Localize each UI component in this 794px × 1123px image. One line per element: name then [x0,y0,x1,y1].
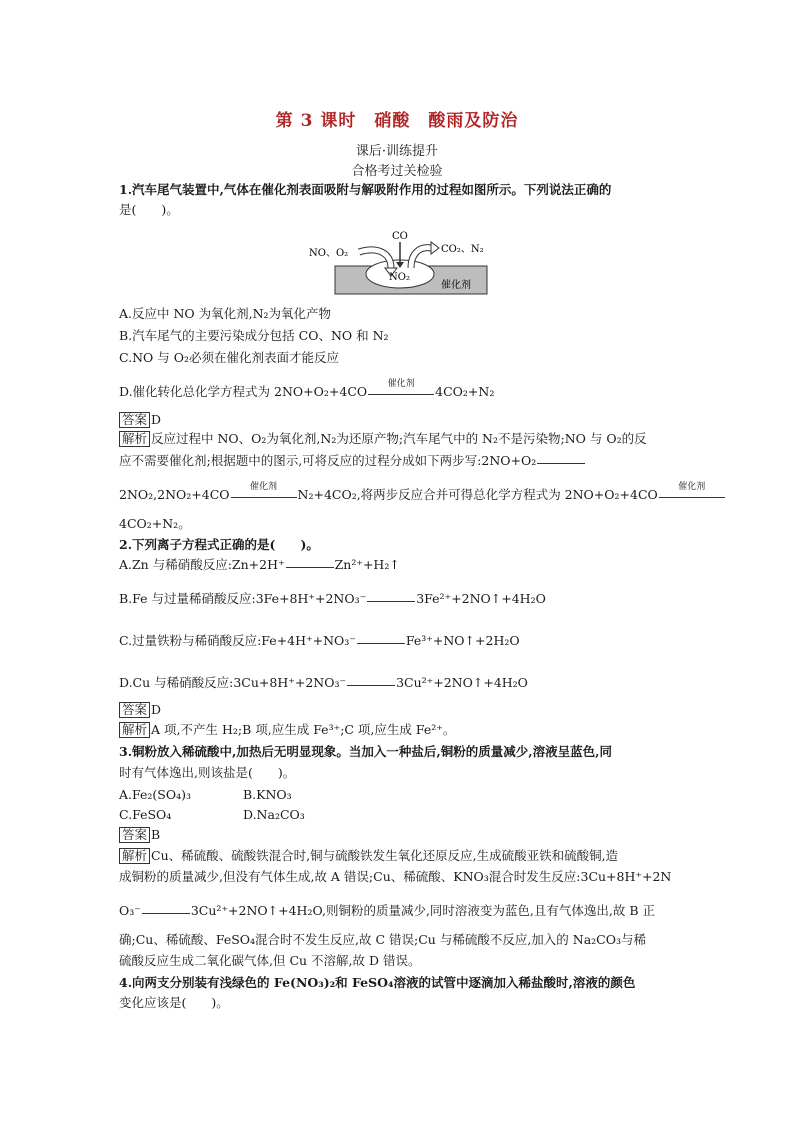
q1-explanation-line3: 2NO₂,2NO₂+4CO 催化剂 N₂+4CO₂,将两步反应合并可得总化学方程式为 2NO+O₂+4CO 催化剂 [119,487,726,503]
q3-option-d: D.Na₂CO₃ [243,807,305,822]
q3-option-c: C.FeSO₄ [119,807,172,822]
answer-tag: 答案 [119,702,150,718]
q2-option-a: A.Zn 与稀硝酸反应:Zn+2H⁺ Zn²⁺+H₂↑ [119,557,400,572]
q1-stem-line2: 是( )。 [119,202,179,217]
q1-option-a: A.反应中 NO 为氧化剂,N₂为氧化产物 [119,306,332,321]
fig-label-center: NO₂ [389,272,410,283]
q1-answer: 答案 D [119,412,161,428]
q2-stem: 2.下列离子方程式正确的是( )。 [119,537,319,552]
page-title: 第 3 课时 硝酸 酸雨及防治 [275,111,519,131]
reaction-arrow: 催化剂 [659,491,725,501]
q2-explanation: 解析 A 项,不产生 H₂;B 项,应生成 Fe³⁺;C 项,应生成 Fe²⁺。 [119,722,455,738]
reaction-arrow: 催化剂 [231,491,297,501]
q4-stem-line1: 4.向两支分别装有浅绿色的 Fe(NO₃)₂和 FeSO₄溶液的试管中逐滴加入稀盐酸时,溶液的颜色 [119,975,636,990]
q3-explanation-line2: 成铜粉的质量减少,但没有气体生成,故 A 错误;Cu、稀硫酸、KNO₃混合时发生反应:3Cu+8H⁺+2N [119,869,672,884]
q1-stem-line1: 1.汽车尾气装置中,气体在催化剂表面吸附与解吸附作用的过程如图所示。下列说法正确的 [119,182,612,197]
reaction-arrow [347,679,395,689]
explanation-tag: 解析 [119,431,150,447]
q3-stem-line1: 3.铜粉放入稀硫酸中,加热后无明显现象。当加入一种盐后,铜粉的质量减少,溶液呈蓝色,同 [119,744,612,759]
fig-label-top: CO [392,231,408,242]
answer-tag: 答案 [119,412,150,428]
subsection-heading: 合格考过关检验 [351,164,443,179]
q2-answer: 答案 D [119,702,161,718]
q1-option-d: D.催化转化总化学方程式为 2NO+O₂+4CO 催化剂 4CO₂+N₂ [119,378,495,399]
q3-option-a: A.Fe₂(SO₄)₃ [119,787,191,802]
q3-explanation-line5: 硫酸反应生成二氧化碳气体,但 Cu 不溶解,故 D 错误。 [119,953,421,968]
q1-option-c: C.NO 与 O₂必须在催化剂表面才能反应 [119,350,339,365]
fig-label-left: NO、O₂ [309,248,349,259]
fig-label-catalyst: 催化剂 [441,280,471,291]
section-heading: 课后·训练提升 [355,144,439,159]
q1-explanation-line4: 4CO₂+N₂。 [119,516,191,531]
q3-explanation-line3: O₃⁻ 3Cu²⁺+2NO↑+4H₂O,则铜粉的质量减少,同时溶液变为蓝色,且有气体逸出,故 B 正 [119,903,656,918]
reaction-arrow [367,595,415,605]
q4-stem-line2: 变化应该是( )。 [119,995,229,1010]
q1-explanation-line2: 应不需要催化剂;根据题中的图示,可将反应的过程分成如下两步写:2NO+O₂ [119,453,586,469]
reaction-arrow: 催化剂 [368,388,434,398]
q1-option-b: B.汽车尾气的主要污染成分包括 CO、NO 和 N₂ [119,328,389,343]
explanation-tag: 解析 [119,722,150,738]
q3-explanation-line1: 解析 Cu、稀硫酸、硫酸铁混合时,铜与硫酸铁发生氧化还原反应,生成硫酸亚铁和硫酸铜,造 [119,848,618,864]
reaction-arrow [142,907,190,917]
q3-option-b: B.KNO₃ [243,787,292,802]
q2-option-c: C.过量铁粉与稀硝酸反应:Fe+4H⁺+NO₃⁻ Fe³⁺+NO↑+2H₂O [119,633,520,648]
q3-answer: 答案 B [119,827,160,843]
reaction-arrow [537,457,585,467]
q2-option-b: B.Fe 与过量稀硝酸反应:3Fe+8H⁺+2NO₃⁻ 3Fe²⁺+2NO↑+4H₂O [119,591,546,606]
fig-label-right: CO₂、N₂ [441,244,484,255]
q1-explanation-line1: 解析 反应过程中 NO、O₂为氧化剂,N₂为还原产物;汽车尾气中的 N₂不是污染物;NO 与 O₂的反 [119,431,647,447]
q3-explanation-line4: 确;Cu、稀硫酸、FeSO₄混合时不发生反应,故 C 错误;Cu 与稀硫酸不反应,加入的 Na₂CO₃与稀 [119,932,646,947]
catalyst-diagram [307,228,489,296]
q3-stem-line2: 时有气体逸出,则该盐是( )。 [119,765,296,780]
answer-tag: 答案 [119,827,150,843]
q2-option-d: D.Cu 与稀硝酸反应:3Cu+8H⁺+2NO₃⁻ 3Cu²⁺+2NO↑+4H₂O [119,675,528,690]
reaction-arrow [357,637,405,647]
explanation-tag: 解析 [119,848,150,864]
reaction-arrow [286,561,334,571]
